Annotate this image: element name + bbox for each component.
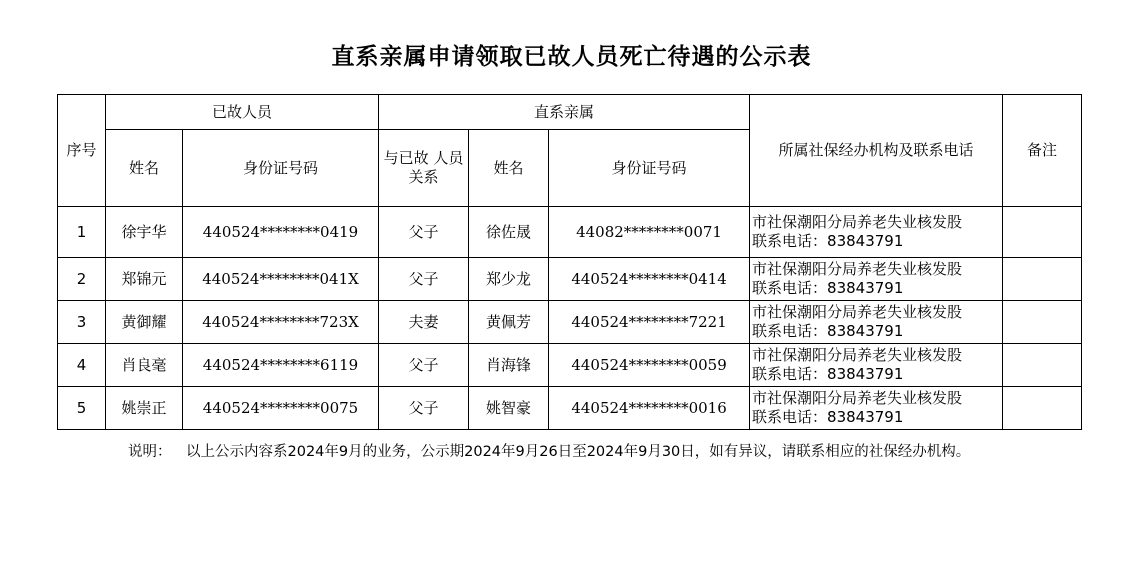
header-deceased-group: 已故人员 (106, 95, 379, 130)
header-agency: 所属社保经办机构及联系电话 (750, 95, 1003, 207)
row-relative-name: 徐佐晟 (469, 207, 549, 258)
row-relative-id: 440524********0059 (549, 344, 750, 387)
row-agency-phone: 联系电话：83843791 (752, 322, 904, 340)
table-row (58, 207, 1082, 258)
row-remark (1003, 301, 1082, 344)
header-relation (379, 130, 469, 207)
row-agency-phone: 联系电话：83843791 (752, 365, 904, 383)
row-seq: 4 (58, 344, 106, 387)
row-deceased-name: 黄御耀 (106, 301, 183, 344)
page-title: 直系亲属申请领取已故人员死亡待遇的公示表 (331, 44, 812, 70)
row-remark (1003, 387, 1082, 430)
row-deceased-name: 郑锦元 (106, 258, 183, 301)
notice-table (57, 94, 1082, 430)
row-remark (1003, 207, 1082, 258)
row-agency-name: 市社保潮阳分局养老失业核发股 (752, 346, 963, 364)
row-agency-name: 市社保潮阳分局养老失业核发股 (752, 303, 963, 321)
row-deceased-id: 440524********6119 (183, 344, 379, 387)
row-deceased-name: 徐宇华 (106, 207, 183, 258)
row-seq: 5 (58, 387, 106, 430)
header-relative-name: 姓名 (469, 130, 549, 207)
row-agency-phone: 联系电话：83843791 (752, 408, 904, 426)
row-relative-name: 郑少龙 (469, 258, 549, 301)
row-agency-phone: 联系电话：83843791 (752, 232, 904, 250)
row-deceased-name: 姚崇正 (106, 387, 183, 430)
row-agency (750, 344, 1003, 387)
row-relation: 父子 (379, 207, 469, 258)
note-text: 以上公示内容系2024年9月的业务，公示期2024年9月26日至2024年9月30日，如有异议，请联系相应的社保经办机构。 (186, 444, 971, 460)
row-seq: 2 (58, 258, 106, 301)
header-seq: 序号 (58, 95, 106, 207)
table-row (58, 344, 1082, 387)
row-remark (1003, 344, 1082, 387)
row-agency-name: 市社保潮阳分局养老失业核发股 (752, 260, 963, 278)
row-agency-name: 市社保潮阳分局养老失业核发股 (752, 389, 963, 407)
row-agency-phone: 联系电话：83843791 (752, 279, 904, 297)
row-relative-name: 姚智豪 (469, 387, 549, 430)
row-remark (1003, 258, 1082, 301)
header-relative-group: 直系亲属 (379, 95, 750, 130)
row-seq: 3 (58, 301, 106, 344)
row-relative-id: 440524********0016 (549, 387, 750, 430)
row-deceased-id: 440524********0419 (183, 207, 379, 258)
header-relation-line2: 人员关系 (408, 149, 464, 186)
row-deceased-id: 440524********0075 (183, 387, 379, 430)
header-relative-id: 身份证号码 (549, 130, 750, 207)
row-relation: 父子 (379, 258, 469, 301)
row-deceased-name: 肖良毫 (106, 344, 183, 387)
row-agency (750, 387, 1003, 430)
row-relative-name: 肖海锋 (469, 344, 549, 387)
row-relation: 夫妻 (379, 301, 469, 344)
row-relation: 父子 (379, 344, 469, 387)
row-relative-id: 440524********7221 (549, 301, 750, 344)
row-relation: 父子 (379, 387, 469, 430)
row-deceased-id: 440524********723X (183, 301, 379, 344)
row-agency (750, 258, 1003, 301)
row-agency (750, 207, 1003, 258)
note-label: 说明： (128, 444, 172, 460)
row-seq: 1 (58, 207, 106, 258)
table-row (58, 258, 1082, 301)
table-row (58, 387, 1082, 430)
row-relative-name: 黄佩芳 (469, 301, 549, 344)
header-deceased-name: 姓名 (106, 130, 183, 207)
row-agency (750, 301, 1003, 344)
row-relative-id: 44082********0071 (549, 207, 750, 258)
header-remark: 备注 (1003, 95, 1082, 207)
header-relation-line1: 与已故 (383, 149, 429, 167)
row-deceased-id: 440524********041X (183, 258, 379, 301)
table-row (58, 301, 1082, 344)
row-relative-id: 440524********0414 (549, 258, 750, 301)
row-agency-name: 市社保潮阳分局养老失业核发股 (752, 213, 963, 231)
header-deceased-id: 身份证号码 (183, 130, 379, 207)
